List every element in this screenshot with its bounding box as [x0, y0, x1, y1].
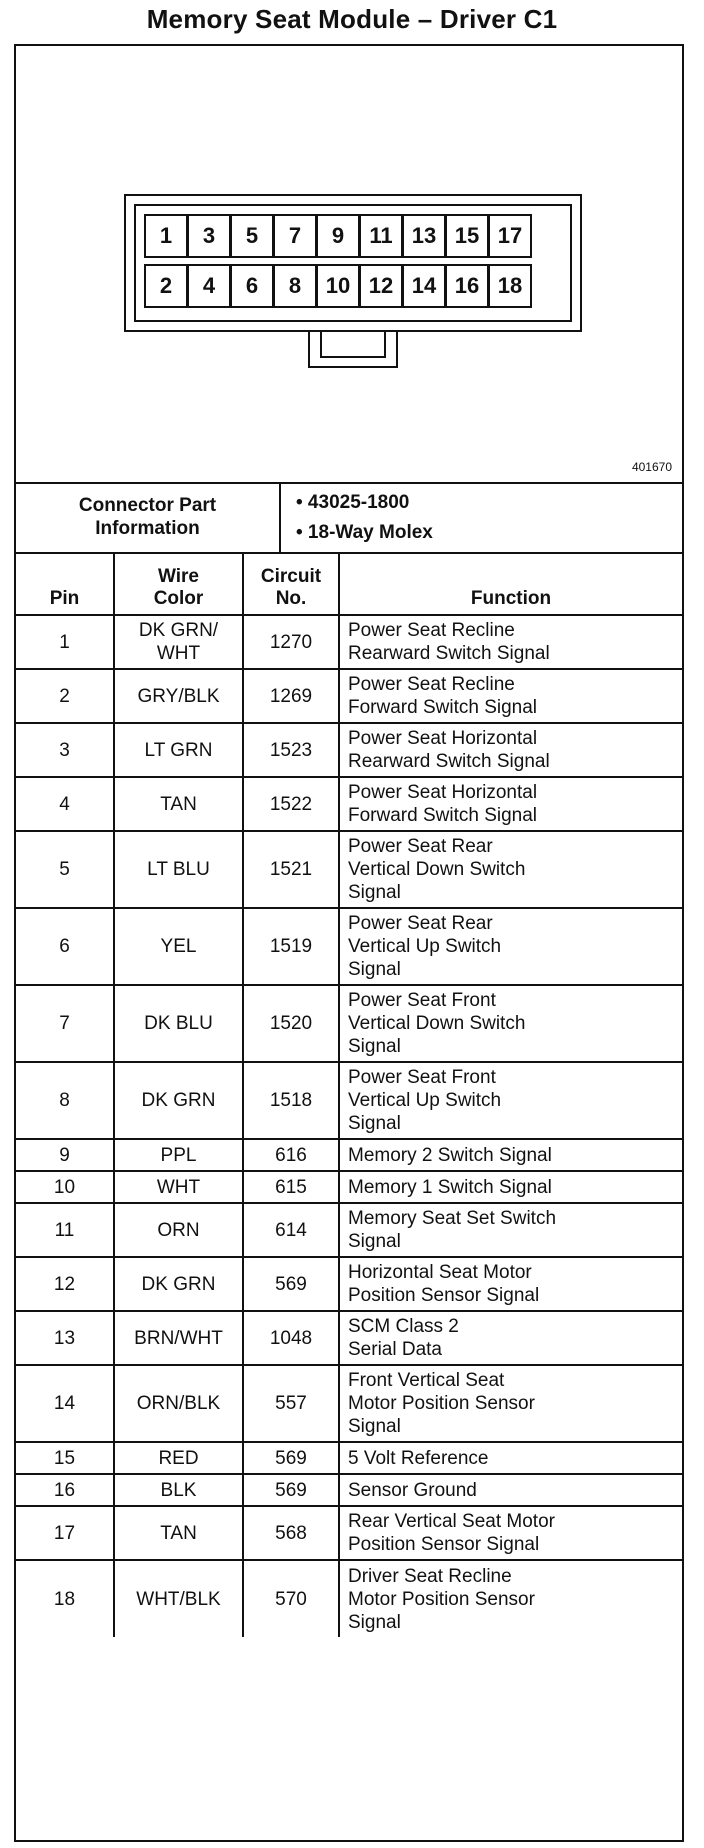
connector-pin: 16: [445, 264, 489, 308]
wire-color-cell: [114, 1365, 243, 1442]
pin-cell: 10: [16, 1171, 114, 1203]
circuit-cell: 1518: [243, 1062, 339, 1139]
circuit-cell: 1521: [243, 831, 339, 908]
pin-cell: 13: [16, 1311, 114, 1365]
function-line: Signal: [348, 1611, 401, 1633]
function-line: Signal: [348, 1113, 401, 1134]
connector-pin: 11: [359, 214, 403, 258]
circuit-cell: 614: [243, 1203, 339, 1257]
function-cell: [339, 1442, 682, 1474]
part-number: • 43025-1800: [296, 492, 410, 513]
function-line: Forward Switch Signal: [348, 805, 538, 826]
connector-pin: 15: [445, 214, 489, 258]
connector-pin: 5: [230, 214, 274, 258]
circuit-cell: 1519: [243, 908, 339, 985]
circuit-cell: 1523: [243, 723, 339, 777]
circuit-cell: 615: [243, 1171, 339, 1203]
pin-cell: 3: [16, 723, 114, 777]
connector-pin: 12: [359, 264, 403, 308]
wire-color-line: DK GRN/: [138, 620, 219, 641]
pin-cell: 2: [16, 669, 114, 723]
wire-color-cell: [114, 1506, 243, 1560]
function-line: Rear Vertical Seat Motor: [348, 1511, 555, 1532]
connector-pin: 7: [273, 214, 317, 258]
connector-pin: 10: [316, 264, 360, 308]
function-line: Power Seat Horizontal: [348, 728, 538, 749]
function-line: Signal: [348, 882, 401, 903]
part-info-label-line1: Connector Part: [78, 495, 217, 516]
function-cell: [339, 1311, 682, 1365]
function-line: Power Seat Rear: [348, 836, 493, 857]
pin-cell: 11: [16, 1203, 114, 1257]
wire-color-line: WHT: [156, 1176, 201, 1198]
function-cell: [339, 908, 682, 985]
connector-pin: 2: [144, 264, 188, 308]
table-row: [16, 831, 682, 908]
function-line: Power Seat Recline: [348, 674, 515, 695]
table-row: [16, 1139, 682, 1171]
wire-color-line: TAN: [160, 793, 197, 815]
circuit-cell: 1048: [243, 1311, 339, 1365]
wire-color-line: BLK: [160, 1479, 197, 1501]
function-line: Signal: [348, 1036, 401, 1057]
function-cell: [339, 1474, 682, 1506]
wire-color-line: DK BLU: [144, 1013, 213, 1034]
connector-pin: 3: [187, 214, 231, 258]
wire-color-cell: [114, 1474, 243, 1506]
table-row: [16, 1257, 682, 1311]
pinout-rows: [16, 615, 682, 1637]
connector-pin: 9: [316, 214, 360, 258]
wire-color-cell: [114, 908, 243, 985]
column-header-pin: Pin: [16, 553, 114, 615]
function-line: Vertical Up Switch: [348, 1090, 502, 1111]
pin-cell: 5: [16, 831, 114, 908]
connector-pin: 17: [488, 214, 532, 258]
circuit-cell: 616: [243, 1139, 339, 1171]
pin-cell: 12: [16, 1257, 114, 1311]
wire-color-cell: [114, 1442, 243, 1474]
wire-color-line: WHT: [156, 643, 201, 664]
function-line: Signal: [348, 959, 401, 980]
wire-color-cell: [114, 1203, 243, 1257]
wire-color-line: GRY/BLK: [137, 685, 220, 707]
part-info-label: [16, 482, 281, 552]
connector-pin: 4: [187, 264, 231, 308]
table-header-row: [16, 553, 682, 615]
connector-pin: 18: [488, 264, 532, 308]
function-cell: [339, 669, 682, 723]
wire-color-line: LT BLU: [147, 859, 210, 880]
pin-cell: 17: [16, 1506, 114, 1560]
wire-color-line: BRN/WHT: [134, 1327, 223, 1349]
function-line: Power Seat Horizontal: [348, 782, 538, 803]
pin-cell: 14: [16, 1365, 114, 1442]
function-line: Motor Position Sensor: [348, 1393, 535, 1414]
function-cell: [339, 1062, 682, 1139]
pin-cell: 8: [16, 1062, 114, 1139]
function-line: Position Sensor Signal: [348, 1285, 540, 1306]
wire-color-cell: [114, 1257, 243, 1311]
function-line: Rearward Switch Signal: [348, 751, 550, 772]
wire-color-line: RED: [158, 1447, 199, 1469]
function-line: Sensor Ground: [348, 1479, 477, 1501]
wire-color-cell: [114, 1139, 243, 1171]
table-row: [16, 1442, 682, 1474]
function-line: Front Vertical Seat: [348, 1370, 505, 1391]
wire-color-cell: [114, 669, 243, 723]
connector-pin: 14: [402, 264, 446, 308]
pin-cell: 9: [16, 1139, 114, 1171]
table-row: [16, 723, 682, 777]
table-row: [16, 985, 682, 1062]
table-row: [16, 1560, 682, 1637]
function-cell: [339, 1203, 682, 1257]
figure-number: 401670: [631, 460, 672, 474]
connector-pin: 8: [273, 264, 317, 308]
function-line: Forward Switch Signal: [348, 697, 538, 718]
function-cell: [339, 1506, 682, 1560]
circuit-cell: 569: [243, 1442, 339, 1474]
connector-type: • 18-Way Molex: [296, 522, 433, 543]
function-line: Power Seat Front: [348, 1067, 496, 1088]
circuit-cell: 568: [243, 1506, 339, 1560]
connector-pin: 1: [144, 214, 188, 258]
circuit-cell: 1269: [243, 669, 339, 723]
page-title: Memory Seat Module – Driver C1: [146, 4, 558, 34]
function-line: Power Seat Rear: [348, 913, 493, 934]
pin-cell: 6: [16, 908, 114, 985]
function-line: Position Sensor Signal: [348, 1534, 540, 1555]
function-line: Power Seat Front: [348, 990, 496, 1011]
function-cell: [339, 1365, 682, 1442]
function-line: Vertical Down Switch: [348, 859, 526, 880]
circuit-cell: 569: [243, 1257, 339, 1311]
table-row: [16, 669, 682, 723]
wire-color-line: PPL: [160, 1144, 197, 1166]
function-cell: [339, 615, 682, 669]
table-row: [16, 1311, 682, 1365]
column-header-function: Function: [339, 553, 682, 615]
function-cell: [339, 777, 682, 831]
function-line: Memory 1 Switch Signal: [348, 1176, 552, 1198]
table-row: [16, 1474, 682, 1506]
function-line: Power Seat Recline: [348, 620, 515, 641]
function-cell: [339, 1139, 682, 1171]
table-row: [16, 777, 682, 831]
function-cell: [339, 723, 682, 777]
wire-color-line: ORN: [157, 1219, 200, 1241]
connector-latch-inner: [320, 330, 386, 358]
wire-color-cell: [114, 1062, 243, 1139]
table-row: [16, 1171, 682, 1203]
wire-color-line: YEL: [160, 936, 197, 957]
wire-color-line: ORN/BLK: [136, 1393, 221, 1414]
table-row: [16, 1062, 682, 1139]
pin-cell: 16: [16, 1474, 114, 1506]
function-cell: [339, 1257, 682, 1311]
wire-color-cell: [114, 777, 243, 831]
function-line: Motor Position Sensor: [348, 1588, 535, 1610]
function-cell: [339, 1560, 682, 1637]
wire-color-cell: [114, 1171, 243, 1203]
column-header-wire-color: Wire Color: [114, 553, 243, 615]
column-header-circuit: Circuit No.: [243, 553, 339, 615]
wire-color-cell: [114, 1311, 243, 1365]
wire-color-line: DK GRN: [141, 1090, 216, 1111]
pin-cell: 7: [16, 985, 114, 1062]
circuit-cell: 570: [243, 1560, 339, 1637]
wire-color-cell: [114, 723, 243, 777]
function-line: SCM Class 2: [348, 1316, 459, 1337]
wire-color-cell: [114, 985, 243, 1062]
connector-pin: 13: [402, 214, 446, 258]
circuit-cell: 1270: [243, 615, 339, 669]
circuit-cell: 569: [243, 1474, 339, 1506]
circuit-cell: 557: [243, 1365, 339, 1442]
part-info-label-line2: Information: [95, 518, 200, 539]
table-row: [16, 615, 682, 669]
function-line: Vertical Up Switch: [348, 936, 502, 957]
connector-diagram: [16, 46, 682, 484]
circuit-cell: 1520: [243, 985, 339, 1062]
wire-color-line: TAN: [160, 1522, 197, 1544]
function-cell: [339, 985, 682, 1062]
table-row: [16, 1365, 682, 1442]
wire-color-line: WHT/BLK: [136, 1588, 221, 1610]
connector-sheet: [14, 44, 684, 1842]
function-line: Rearward Switch Signal: [348, 643, 550, 664]
connector-part-info: [16, 482, 682, 554]
table-row: [16, 908, 682, 985]
table-row: [16, 1203, 682, 1257]
wire-color-cell: [114, 1560, 243, 1637]
connector-pin: 6: [230, 264, 274, 308]
function-line: Memory Seat Set Switch: [348, 1208, 557, 1229]
wire-color-line: LT GRN: [144, 739, 213, 761]
function-line: Driver Seat Recline: [348, 1565, 512, 1587]
pin-cell: 15: [16, 1442, 114, 1474]
function-line: Serial Data: [348, 1339, 442, 1360]
part-info-values: [296, 488, 433, 548]
function-line: Signal: [348, 1416, 401, 1437]
pinout-table: [16, 552, 682, 1637]
function-line: Vertical Down Switch: [348, 1013, 526, 1034]
function-line: Signal: [348, 1231, 401, 1252]
pin-cell: 1: [16, 615, 114, 669]
wire-color-cell: [114, 615, 243, 669]
pin-cell: 18: [16, 1560, 114, 1637]
function-cell: [339, 831, 682, 908]
wire-color-line: DK GRN: [141, 1273, 216, 1295]
wire-color-cell: [114, 831, 243, 908]
function-cell: [339, 1171, 682, 1203]
function-line: Memory 2 Switch Signal: [348, 1144, 552, 1166]
circuit-cell: 1522: [243, 777, 339, 831]
pin-cell: 4: [16, 777, 114, 831]
function-line: Horizontal Seat Motor: [348, 1262, 532, 1283]
table-row: [16, 1506, 682, 1560]
function-line: 5 Volt Reference: [348, 1447, 489, 1469]
